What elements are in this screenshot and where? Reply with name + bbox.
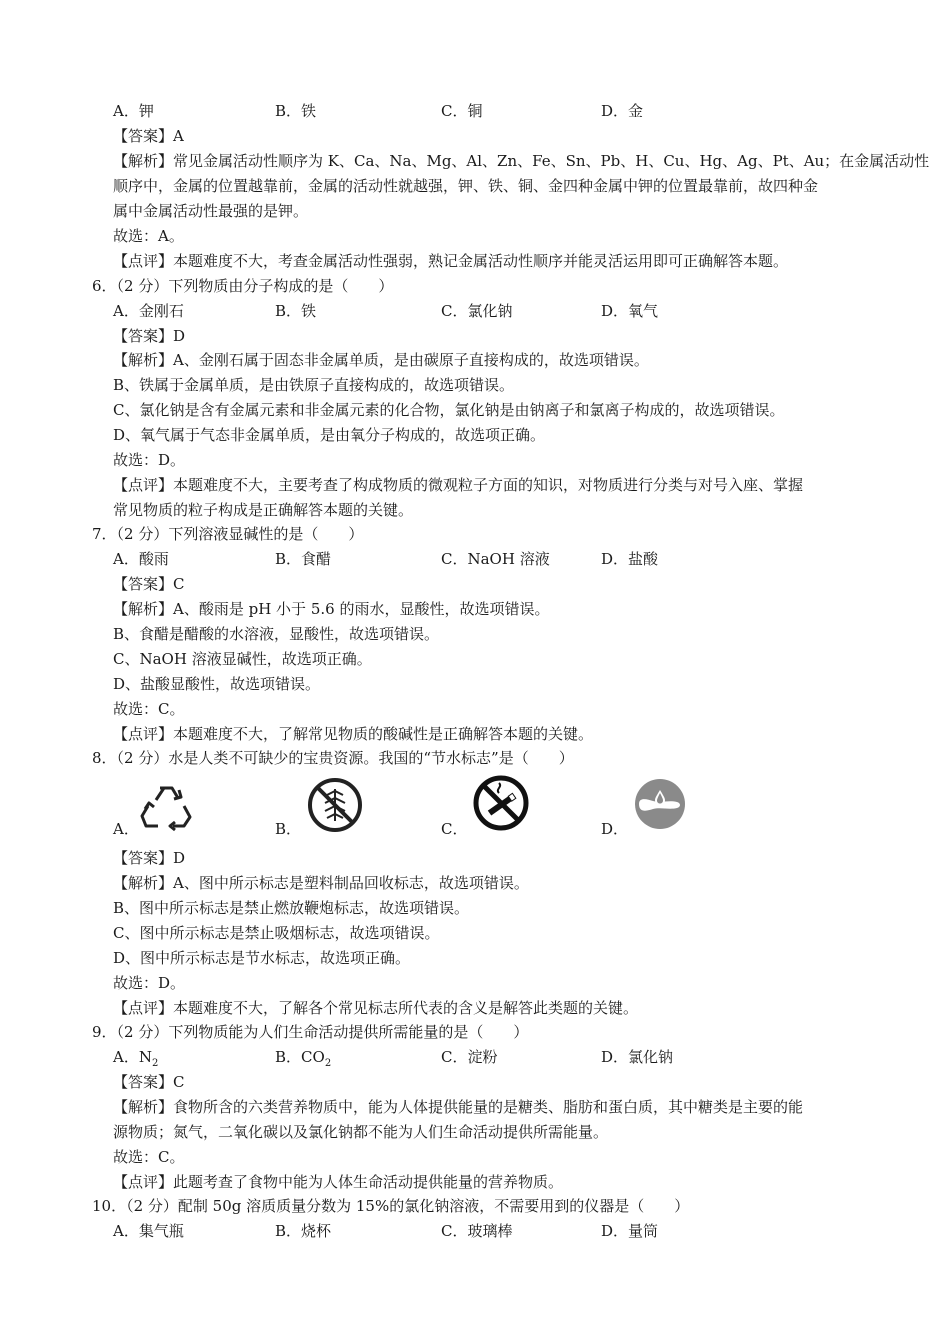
q10-option-b: B．烧杯 — [275, 1222, 332, 1240]
q10-stem: 10．（2 分）配制 50g 溶质质量分数为 15%的氯化钠溶液，不需要用到的仪器是（ ） — [92, 1197, 690, 1215]
no-firecrackers-icon — [307, 777, 363, 833]
q7-analysis-line: 【解析】A、酸雨是 pH 小于 5.6 的雨水，显酸性，故选项错误。 — [113, 600, 550, 618]
q9-analysis-line: 【解析】食物所含的六类营养物质中，能为人体提供能量的是糖类、脂肪和蛋白质，其中糖类是主要的能 — [113, 1098, 804, 1116]
q7-option-b: B．食醋 — [275, 550, 332, 568]
q10-option-c: C．玻璃棒 — [441, 1222, 513, 1240]
q5-analysis-line: 【解析】常见金属活动性顺序为 K、Ca、Na、Mg、Al、Zn、Fe、Sn、Pb、H、Cu、Hg、Ag、Pt、Au；在金属活动性 — [113, 152, 930, 170]
q9-answer: 【答案】C — [113, 1073, 185, 1091]
q7-answer: 【答案】C — [113, 575, 185, 593]
q5-option-b: B．铁 — [275, 102, 317, 120]
q6-analysis-line: 【解析】A、金刚石属于固态非金属单质，是由碳原子直接构成的，故选项错误。 — [113, 351, 649, 369]
q5-analysis-line: 顺序中，金属的位置越靠前，金属的活动性就越强，钾、铁、铜、金四种金属中钾的位置最靠前，故四种金 — [113, 177, 819, 195]
q5-analysis-line: 属中金属活动性最强的是钾。 — [113, 202, 309, 220]
q7-choose: 故选：C。 — [113, 700, 185, 718]
q8-answer: 【答案】D — [113, 849, 186, 867]
q6-option-c: C．氯化钠 — [441, 302, 513, 320]
q5-answer: 【答案】A — [113, 127, 184, 145]
q6-answer: 【答案】D — [113, 327, 186, 345]
q8-option-d: D． — [601, 820, 629, 838]
q7-analysis-line: D、盐酸显酸性，故选项错误。 — [113, 675, 321, 693]
q7-option-c: C．NaOH 溶液 — [441, 550, 550, 568]
q8-choose: 故选：D。 — [113, 974, 186, 992]
q6-option-a: A．金刚石 — [113, 302, 184, 320]
q8-analysis-line: C、图中所示标志是禁止吸烟标志，故选项错误。 — [113, 924, 440, 942]
q6-analysis-line: D、氧气属于气态非金属单质，是由氧分子构成的，故选项正确。 — [113, 426, 546, 444]
q6-option-d: D．氧气 — [601, 302, 659, 320]
q5-option-d: D．金 — [601, 102, 644, 120]
q7-analysis-line: C、NaOH 溶液显碱性，故选项正确。 — [113, 650, 372, 668]
q10-option-d: D．量筒 — [601, 1222, 659, 1240]
q5-option-a: A．钾 — [113, 102, 154, 120]
q8-stem: 8．（2 分）水是人类不可缺少的宝贵资源。我国的“节水标志”是（ ） — [92, 749, 574, 767]
q7-comment: 【点评】本题难度不大，了解常见物质的酸碱性是正确解答本题的关键。 — [113, 725, 594, 743]
q9-option-a: A．$N_2$ — [113, 1048, 159, 1069]
q6-option-b: B．铁 — [275, 302, 317, 320]
q6-analysis-line: C、氯化钠是含有金属元素和非金属元素的化合物，氯化钠是由钠离子和氯离子构成的，故选项错误。 — [113, 401, 785, 419]
q9-option-d: D．氯化钠 — [601, 1048, 674, 1066]
q9-stem: 9．（2 分）下列物质能为人们生命活动提供所需能量的是（ ） — [92, 1023, 529, 1041]
q9-option-c: C．淀粉 — [441, 1048, 498, 1066]
q6-comment-line: 【点评】本题难度不大，主要考查了构成物质的微观粒子方面的知识，对物质进行分类与对号入座、掌握 — [113, 476, 804, 494]
q8-analysis-line: B、图中所示标志是禁止燃放鞭炮标志，故选项错误。 — [113, 899, 470, 917]
q8-option-b: B． — [275, 820, 302, 838]
q7-analysis-line: B、食醋是醋酸的水溶液，显酸性，故选项错误。 — [113, 625, 440, 643]
recycle-icon — [140, 782, 192, 832]
q8-analysis-line: 【解析】A、图中所示标志是塑料制品回收标志，故选项错误。 — [113, 874, 529, 892]
no-smoking-icon — [473, 775, 529, 831]
q10-option-a: A．集气瓶 — [113, 1222, 184, 1240]
q7-option-a: A．酸雨 — [113, 550, 169, 568]
q9-choose: 故选：C。 — [113, 1148, 185, 1166]
q8-option-c: C． — [441, 820, 468, 838]
q8-comment: 【点评】本题难度不大，了解各个常见标志所代表的含义是解答此类题的关键。 — [113, 999, 639, 1017]
q9-comment: 【点评】此题考查了食物中能为人体生命活动提供能量的营养物质。 — [113, 1173, 564, 1191]
q8-option-a: A． — [113, 820, 139, 838]
q7-stem: 7．（2 分）下列溶液显碱性的是（ ） — [92, 525, 364, 543]
q6-analysis-line: B、铁属于金属单质，是由铁原子直接构成的，故选项错误。 — [113, 376, 515, 394]
q5-option-c: C．铜 — [441, 102, 483, 120]
q6-stem: 6．（2 分）下列物质由分子构成的是（ ） — [92, 277, 394, 295]
q6-comment-line: 常见物质的粒子构成是正确解答本题的关键。 — [113, 501, 414, 519]
q7-option-d: D．盐酸 — [601, 550, 659, 568]
q9-option-b: B．$CO_2$ — [275, 1048, 332, 1069]
q9-analysis-line: 源物质；氮气，二氧化碳以及氯化钠都不能为人们生命活动提供所需能量。 — [113, 1123, 609, 1141]
q5-choose: 故选：A。 — [113, 227, 184, 245]
q6-choose: 故选：D。 — [113, 451, 186, 469]
q5-comment: 【点评】本题难度不大，考查金属活动性强弱，熟记金属活动性顺序并能灵活运用即可正确解答本题。 — [113, 252, 789, 270]
water-saving-icon — [633, 777, 687, 831]
q8-analysis-line: D、图中所示标志是节水标志，故选项正确。 — [113, 949, 411, 967]
